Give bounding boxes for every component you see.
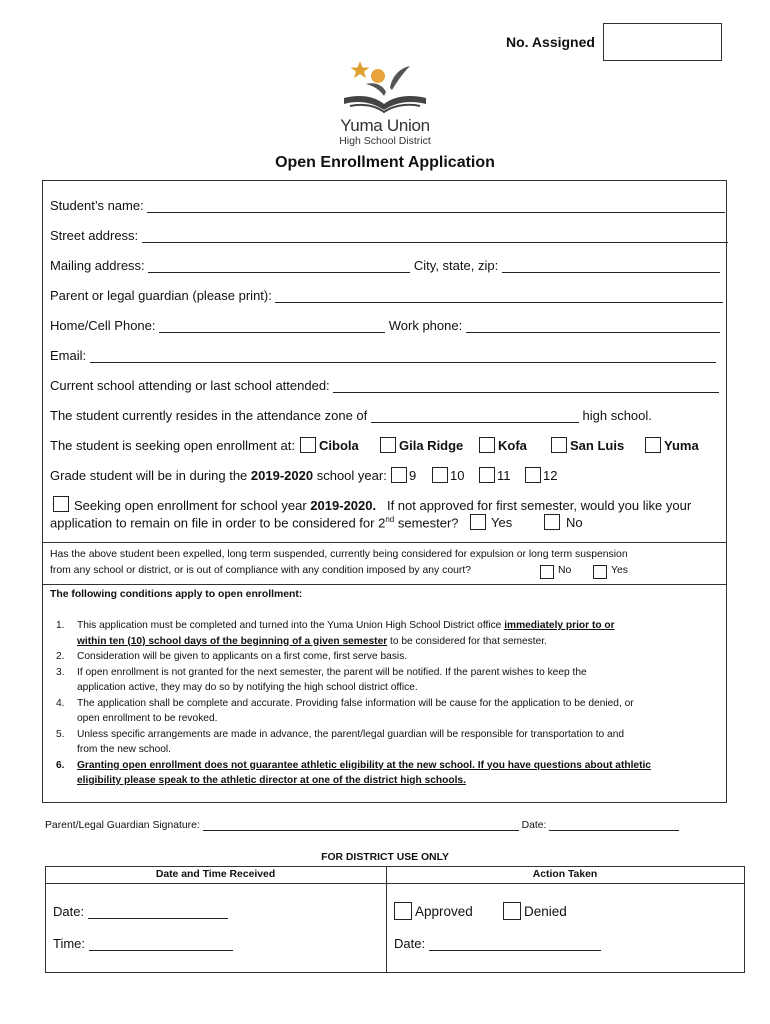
grade-12-label: 12: [543, 468, 558, 483]
condition-text: to be considered for that semester.: [390, 635, 547, 647]
district-heading: FOR DISTRICT USE ONLY: [321, 852, 449, 863]
student-name-label: Student’s name:: [50, 198, 144, 213]
denied-label: Denied: [524, 904, 567, 919]
resides-prefix: The student currently resides in the attendance zone of: [50, 408, 368, 423]
signature-row: [45, 819, 679, 831]
seeking-year-line2: [50, 515, 459, 530]
home-phone-field[interactable]: [159, 318, 385, 333]
school-san-luis-label: San Luis: [570, 438, 625, 453]
expelled-line2: from any school or district, or is out of compliance with any condition imposed by any court?: [50, 565, 472, 576]
school-san-luis-checkbox[interactable]: [551, 437, 567, 453]
remain-no-checkbox[interactable]: [544, 514, 560, 530]
condition-text: Unless specific arrangements are made in advance, the parent/legal guardian will be responsible for transportation to and: [77, 728, 625, 740]
condition-item: [48, 649, 716, 665]
city-state-zip-field[interactable]: [502, 258, 720, 273]
grade-prefix: Grade student will be in during the: [50, 468, 248, 483]
remain-yes-checkbox[interactable]: [470, 514, 486, 530]
seeking-label: The student is seeking open enrollment at:: [50, 438, 295, 453]
seeking-year-sup: nd: [385, 515, 395, 524]
no-assigned-label: No. Assigned: [506, 34, 595, 50]
condition-number: 3.: [56, 666, 65, 678]
school-kofa-label: Kofa: [498, 438, 527, 453]
seeking-year-line2-a: application to remain on file in order to be considered for 2: [50, 515, 386, 531]
condition-item: [48, 727, 716, 758]
guardian-label: Parent or legal guardian (please print):: [50, 288, 272, 303]
email-field[interactable]: [90, 348, 716, 363]
street-address-row: [50, 228, 728, 243]
district-date-row: [53, 904, 228, 919]
signature-field[interactable]: [203, 819, 519, 831]
phone-row: [50, 318, 720, 333]
resides-field[interactable]: [371, 408, 579, 423]
signature-date-field[interactable]: [549, 819, 679, 831]
email-label: Email:: [50, 348, 87, 363]
mailing-address-row: [50, 258, 720, 273]
seeking-year-prefix: Seeking open enrollment for school year: [74, 498, 307, 513]
denied-checkbox[interactable]: [503, 902, 521, 920]
conditions-list: [48, 618, 716, 789]
student-name-field[interactable]: [147, 198, 725, 213]
grade-row: [50, 468, 387, 483]
district-header-divider: [45, 883, 744, 884]
grade-9-checkbox[interactable]: [391, 467, 407, 483]
divider: [42, 542, 726, 543]
divider: [42, 584, 726, 585]
expelled-no-label: No: [558, 565, 572, 576]
school-kofa-checkbox[interactable]: [479, 437, 495, 453]
school-cibola-label: Cibola: [319, 438, 359, 453]
grade-9-label: 9: [409, 468, 417, 483]
seeking-year-value: 2019-2020.: [310, 498, 377, 513]
condition-emphasis: Granting open enrollment does not guarantee athletic eligibility at the new school. If you have questions about athletic: [77, 759, 651, 771]
schools-row: [50, 438, 295, 453]
grade-suffix: school year:: [316, 468, 387, 483]
action-date-label: Date:: [394, 936, 426, 951]
signature-date-label: Date:: [521, 820, 547, 831]
expelled-yes-label: Yes: [611, 565, 628, 576]
city-state-zip-label: City, state, zip:: [413, 258, 499, 273]
approved-label: Approved: [415, 904, 473, 919]
condition-number: 1.: [56, 620, 65, 631]
condition-number: 6.: [56, 759, 65, 771]
condition-item: [48, 758, 716, 789]
current-school-field[interactable]: [333, 378, 719, 393]
current-school-label: Current school attending or last school attended:: [50, 378, 330, 393]
district-time-field[interactable]: [89, 936, 233, 951]
condition-item: [48, 665, 716, 696]
expelled-yes-checkbox[interactable]: [593, 565, 607, 579]
logo-line1: Yuma Union: [340, 116, 430, 135]
mailing-address-label: Mailing address:: [50, 258, 145, 273]
guardian-row: [50, 288, 723, 303]
seeking-year-checkbox[interactable]: [53, 496, 69, 512]
grade-11-label: 11: [497, 468, 511, 483]
condition-number: 5.: [56, 728, 65, 740]
email-row: [50, 348, 716, 363]
school-yuma-label: Yuma: [664, 438, 699, 453]
grade-12-checkbox[interactable]: [525, 467, 541, 483]
mailing-address-field[interactable]: [148, 258, 410, 273]
expelled-no-checkbox[interactable]: [540, 565, 554, 579]
condition-item: [48, 618, 716, 649]
district-date-field[interactable]: [88, 904, 228, 919]
street-address-label: Street address:: [50, 228, 139, 243]
page-title: Open Enrollment Application: [275, 154, 495, 171]
guardian-field[interactable]: [275, 288, 723, 303]
condition-text: If open enrollment is not granted for the next semester, the parent will be notified. If the parent wishes to keep the: [77, 666, 587, 678]
district-logo: [330, 58, 440, 150]
condition-text: This application must be completed and turned into the Yuma Union High School District office: [77, 620, 502, 631]
condition-text: Consideration will be given to applicants on a first come, first serve basis.: [77, 651, 408, 662]
school-gila-ridge-checkbox[interactable]: [380, 437, 396, 453]
grade-10-checkbox[interactable]: [432, 467, 448, 483]
district-time-row: [53, 936, 233, 951]
school-yuma-checkbox[interactable]: [645, 437, 661, 453]
approved-checkbox[interactable]: [394, 902, 412, 920]
expelled-line1: Has the above student been expelled, long term suspended, currently being considered for expulsion or long term suspension: [50, 549, 628, 560]
condition-emphasis: eligibility please speak to the athletic director at one of the district high schools.: [77, 775, 466, 786]
action-date-row: [394, 936, 601, 951]
logo-line2: High School District: [339, 135, 431, 147]
condition-emphasis: within ten (10) school days of the beginning of a given semester: [77, 635, 388, 647]
conditions-heading: The following conditions apply to open enrollment:: [50, 589, 303, 600]
resides-suffix: high school.: [582, 408, 652, 423]
district-time-label: Time:: [53, 936, 86, 951]
work-phone-label: Work phone:: [388, 318, 463, 333]
resides-row: [50, 408, 652, 423]
condition-text: from the new school.: [77, 744, 171, 755]
student-name-row: [50, 198, 725, 213]
current-school-row: [50, 378, 719, 393]
seeking-year-line2-b: semester?: [397, 515, 459, 531]
seeking-year-line1: [74, 498, 691, 513]
school-cibola-checkbox[interactable]: [300, 437, 316, 453]
district-date-label: Date:: [53, 904, 85, 919]
signature-label: Parent/Legal Guardian Signature:: [45, 820, 200, 831]
no-assigned-box[interactable]: [603, 23, 722, 61]
condition-text: open enrollment to be revoked.: [77, 713, 218, 724]
district-col-divider: [386, 866, 387, 972]
home-phone-label: Home/Cell Phone:: [50, 318, 156, 333]
condition-number: 2.: [56, 651, 65, 662]
logo-emblem-icon: [330, 58, 440, 118]
grade-year: 2019-2020: [250, 468, 314, 483]
action-date-field[interactable]: [429, 936, 601, 951]
school-gila-ridge-label: Gila Ridge: [399, 438, 464, 453]
remain-no-label: No: [566, 515, 583, 530]
district-col2-header: Action Taken: [532, 869, 598, 880]
seeking-year-question: If not approved for first semester, would you like your: [386, 498, 692, 513]
remain-yes-label: Yes: [491, 515, 513, 530]
condition-text: application active, they may do so by notifying the high school district office.: [77, 682, 418, 693]
condition-emphasis: immediately prior to or: [504, 620, 615, 631]
condition-item: [48, 696, 716, 727]
condition-text: The application shall be complete and accurate. Providing false information will be cause for the application to be denied, or: [77, 697, 634, 709]
street-address-field[interactable]: [142, 228, 728, 243]
grade-10-label: 10: [450, 468, 465, 483]
district-col1-header: Date and Time Received: [155, 869, 276, 880]
work-phone-field[interactable]: [466, 318, 720, 333]
condition-number: 4.: [56, 697, 65, 709]
grade-11-checkbox[interactable]: [479, 467, 495, 483]
